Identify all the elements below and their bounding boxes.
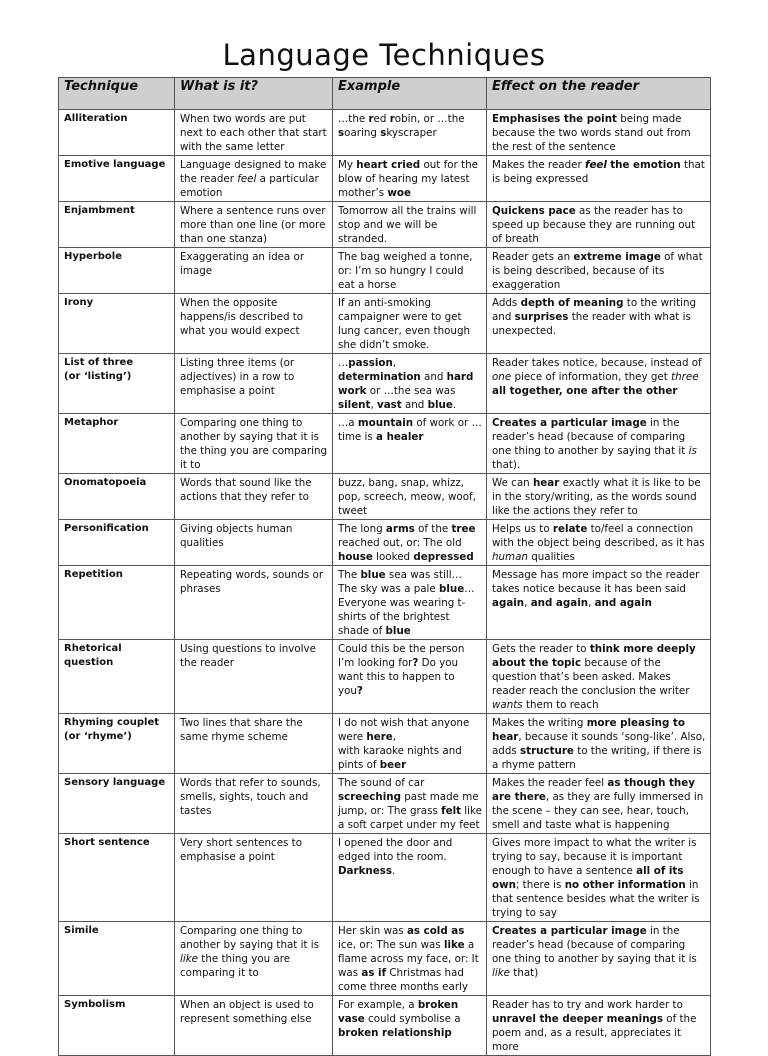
technique-cell: Irony [59, 294, 175, 354]
table-row [59, 922, 711, 996]
effect-cell: We can hear exactly what it is like to be in the story/writing, as the words sound like the actions they refer to [487, 474, 711, 520]
header-example: Example [333, 78, 487, 110]
example-cell: …a mountain of work or … time is a healer [333, 414, 487, 474]
header-row [59, 78, 711, 110]
example-cell: …the red robin, or …the soaring skyscraper [333, 110, 487, 156]
technique-cell: Enjambment [59, 202, 175, 248]
example-cell: The long arms of the tree reached out, or: The old house looked depressed [333, 520, 487, 566]
effect-cell: Makes the reader feel as though they are there, as they are fully immersed in the scene – they can see, hear, touch, smell and taste what is happening [487, 774, 711, 834]
effect-cell: Adds depth of meaning to the writing and surprises the reader with what is unexpected. [487, 294, 711, 354]
what-is-it-cell: Words that refer to sounds, smells, sights, touch and tastes [175, 774, 333, 834]
table-row [59, 294, 711, 354]
table-row [59, 714, 711, 774]
what-is-it-cell: Exaggerating an idea or image [175, 248, 333, 294]
table-row [59, 474, 711, 520]
table-row [59, 834, 711, 922]
effect-cell: Gives more impact to what the writer is trying to say, because it is important enough to have a sentence all of its own; there is no other information in that sentence besides what the writer is trying to say [487, 834, 711, 922]
table-row [59, 202, 711, 248]
header-technique: Technique [59, 78, 175, 110]
example-cell: Could this be the person I’m looking for? Do you want this to happen to you? [333, 640, 487, 714]
example-cell: Her skin was as cold as ice, or: The sun was like a flame across my face, or: It was as if Christmas had come three months early [333, 922, 487, 996]
page-title: Language Techniques [222, 38, 546, 72]
effect-cell: Creates a particular image in the reader’s head (because of comparing one thing to another by saying that it is like that) [487, 922, 711, 996]
example-cell: For example, a broken vase could symbolise a broken relationship [333, 996, 487, 1056]
table-row [59, 774, 711, 834]
example-cell: …passion, determination and hard work or …the sea was silent, vast and blue. [333, 354, 487, 414]
what-is-it-cell: Listing three items (or adjectives) in a row to emphasise a point [175, 354, 333, 414]
table-row [59, 156, 711, 202]
technique-cell: Simile [59, 922, 175, 996]
table-row [59, 566, 711, 640]
example-cell: If an anti-smoking campaigner were to get lung cancer, even though she didn’t smoke. [333, 294, 487, 354]
what-is-it-cell: When two words are put next to each other that start with the same letter [175, 110, 333, 156]
example-cell: I opened the door and edged into the room. Darkness. [333, 834, 487, 922]
example-cell: The blue sea was still… The sky was a pale blue… Everyone was wearing t-shirts of the brightest shade of blue [333, 566, 487, 640]
what-is-it-cell: Where a sentence runs over more than one line (or more than one stanza) [175, 202, 333, 248]
technique-cell: Metaphor [59, 414, 175, 474]
what-is-it-cell: Repeating words, sounds or phrases [175, 566, 333, 640]
example-cell: My heart cried out for the blow of hearing my latest mother’s woe [333, 156, 487, 202]
what-is-it-cell: Two lines that share the same rhyme scheme [175, 714, 333, 774]
example-cell: The sound of car screeching past made me jump, or: The grass felt like a soft carpet under my feet [333, 774, 487, 834]
effect-cell: Creates a particular image in the reader’s head (because of comparing one thing to another by saying that it is that). [487, 414, 711, 474]
what-is-it-cell: Using questions to involve the reader [175, 640, 333, 714]
example-cell: buzz, bang, snap, whizz, pop, screech, meow, woof, tweet [333, 474, 487, 520]
what-is-it-cell: Comparing one thing to another by saying that it is the thing you are comparing it to [175, 414, 333, 474]
what-is-it-cell: Comparing one thing to another by saying that it is like the thing you are comparing it to [175, 922, 333, 996]
technique-cell: Emotive language [59, 156, 175, 202]
effect-cell: Reader gets an extreme image of what is being described, because of its exaggeration [487, 248, 711, 294]
table-row [59, 414, 711, 474]
header-effect: Effect on the reader [487, 78, 711, 110]
effect-cell: Makes the writing more pleasing to hear, because it sounds ‘song-like’. Also, adds structure to the writing, if there is a rhyme pattern [487, 714, 711, 774]
what-is-it-cell: When the opposite happens/is described to what you would expect [175, 294, 333, 354]
what-is-it-cell: Giving objects human qualities [175, 520, 333, 566]
techniques-table [58, 77, 711, 1056]
technique-cell: Symbolism [59, 996, 175, 1056]
table-row [59, 248, 711, 294]
technique-cell: Onomatopoeia [59, 474, 175, 520]
example-cell: The bag weighed a tonne, or: I’m so hungry I could eat a horse [333, 248, 487, 294]
effect-cell: Message has more impact so the reader takes notice because it has been said again, and again, and again [487, 566, 711, 640]
technique-cell: Personification [59, 520, 175, 566]
technique-cell: Short sentence [59, 834, 175, 922]
table-row [59, 110, 711, 156]
table-row [59, 354, 711, 414]
technique-cell: Rhyming couplet (or ‘rhyme’) [59, 714, 175, 774]
what-is-it-cell: Language designed to make the reader feel a particular emotion [175, 156, 333, 202]
table-row [59, 996, 711, 1056]
effect-cell: Emphasises the point being made because the two words stand out from the rest of the sentence [487, 110, 711, 156]
effect-cell: Reader has to try and work harder to unravel the deeper meanings of the poem and, as a result, appreciates it more [487, 996, 711, 1056]
table-row [59, 520, 711, 566]
table-body [59, 110, 711, 1056]
what-is-it-cell: When an object is used to represent something else [175, 996, 333, 1056]
what-is-it-cell: Words that sound like the actions that they refer to [175, 474, 333, 520]
technique-cell: Hyperbole [59, 248, 175, 294]
technique-cell: Sensory language [59, 774, 175, 834]
example-cell: I do not wish that anyone were here, with karaoke nights and pints of beer [333, 714, 487, 774]
header-what-is-it: What is it? [175, 78, 333, 110]
technique-cell: List of three (or ‘listing’) [59, 354, 175, 414]
effect-cell: Helps us to relate to/feel a connection with the object being described, as it has human qualities [487, 520, 711, 566]
technique-cell: Alliteration [59, 110, 175, 156]
effect-cell: Quickens pace as the reader has to speed up because they are running out of breath [487, 202, 711, 248]
technique-cell: Rhetorical question [59, 640, 175, 714]
example-cell: Tomorrow all the trains will stop and we will be stranded. [333, 202, 487, 248]
effect-cell: Makes the reader feel the emotion that is being expressed [487, 156, 711, 202]
effect-cell: Gets the reader to think more deeply about the topic because of the question that’s been asked. Makes reader reach the conclusion the writer wants them to reach [487, 640, 711, 714]
table-row [59, 640, 711, 714]
what-is-it-cell: Very short sentences to emphasise a point [175, 834, 333, 922]
technique-cell: Repetition [59, 566, 175, 640]
effect-cell: Reader takes notice, because, instead of one piece of information, they get three all together, one after the other [487, 354, 711, 414]
